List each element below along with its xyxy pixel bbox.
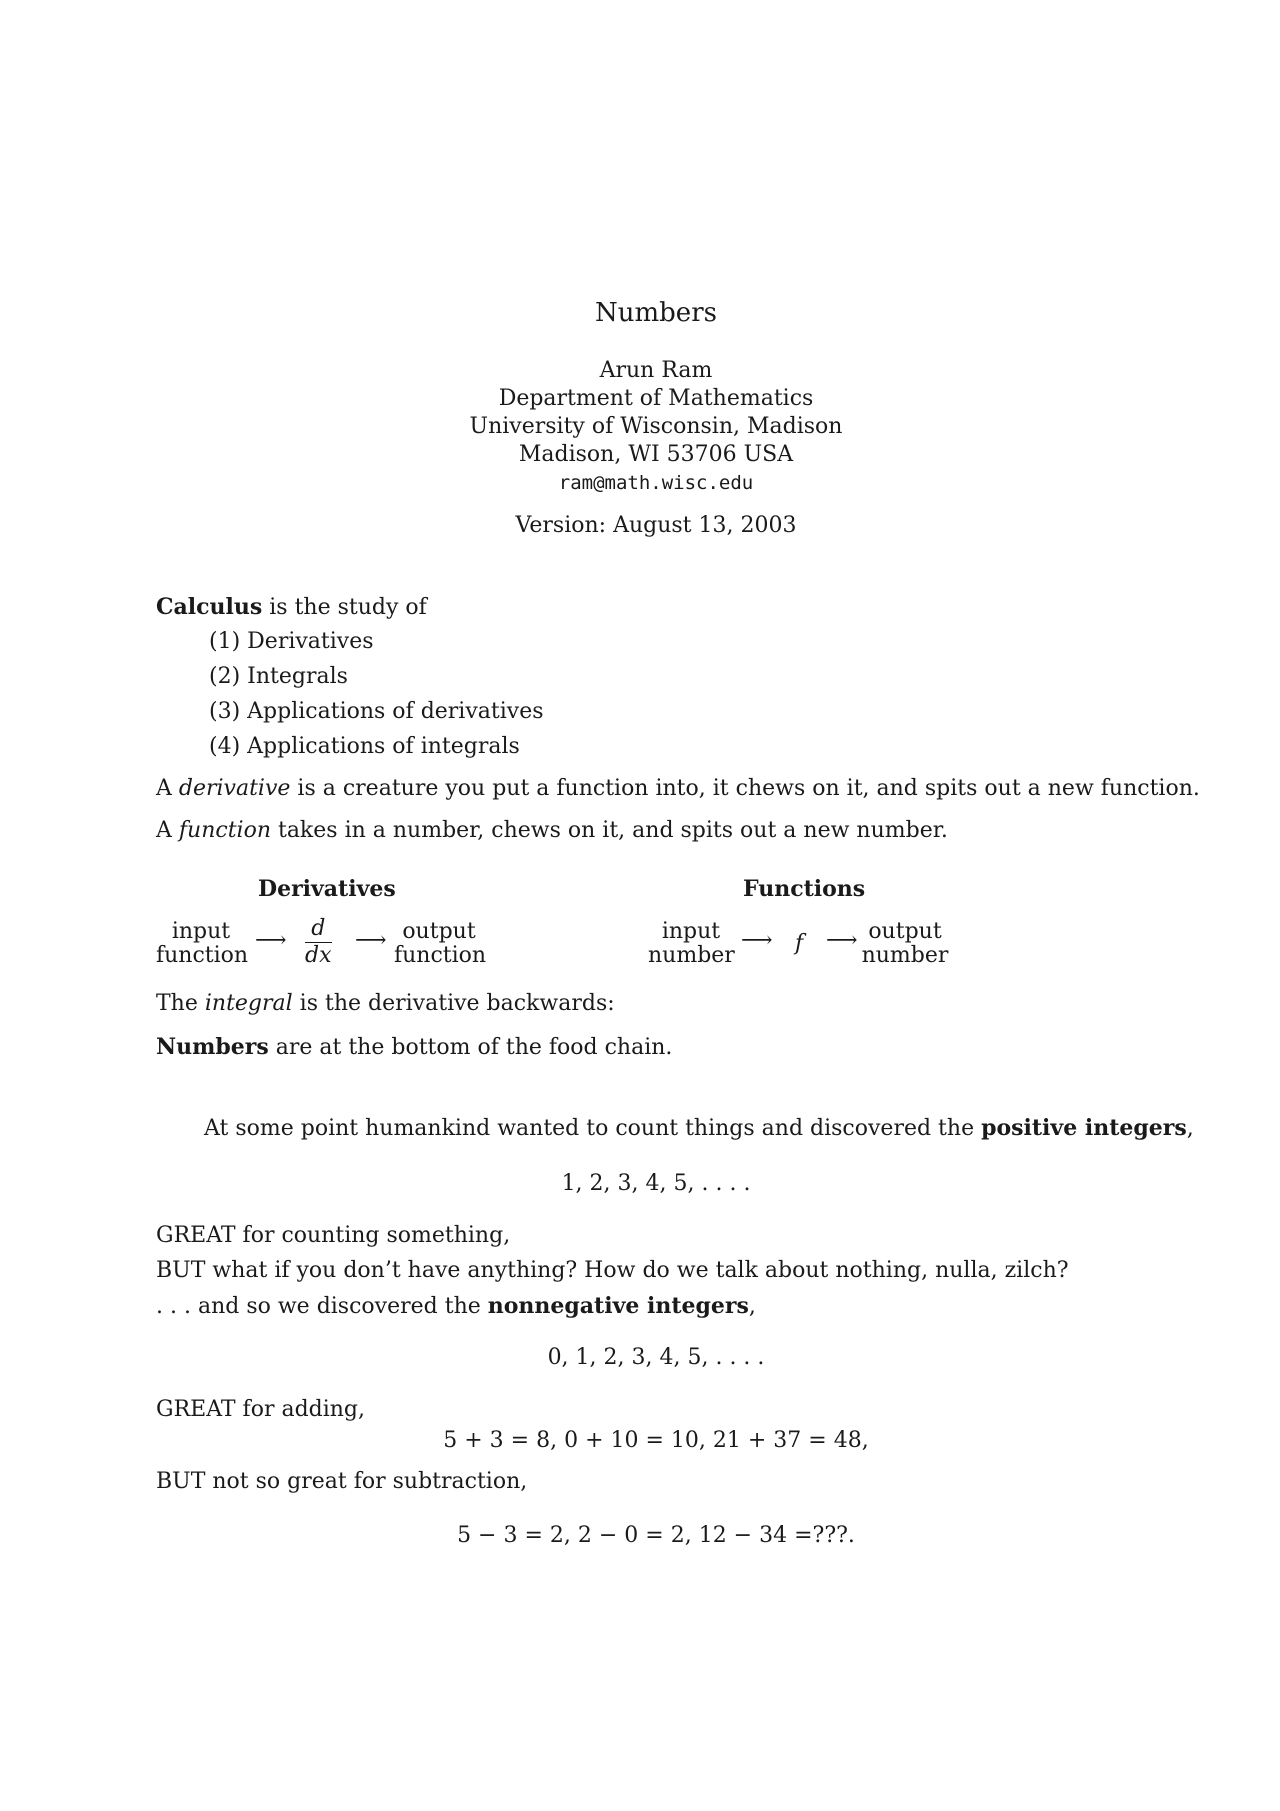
input-function-line2: function xyxy=(156,943,249,968)
positive-pre: At some point humankind wanted to count things and discovered the xyxy=(204,1116,982,1141)
derivative-article: A xyxy=(156,776,179,801)
function-rest: takes in a number, chews on it, and spits out a new number. xyxy=(270,818,948,843)
list-item-number: (3) xyxy=(209,699,241,724)
output-function-line2: function xyxy=(394,943,487,968)
derivative-rest: is a creature you put a function into, it chews on it, and spits out a new function. xyxy=(290,776,1200,801)
positive-post: , xyxy=(1186,1116,1194,1141)
function-article: A xyxy=(156,818,179,843)
department: Department of Mathematics xyxy=(498,386,814,411)
arrow-icon: ⟶ xyxy=(255,928,287,953)
derivative-term: derivative xyxy=(178,776,291,801)
function-definition xyxy=(156,818,948,843)
function-symbol: f xyxy=(795,931,804,956)
list-item-label: Applications of derivatives xyxy=(247,699,544,724)
numbers-sentence xyxy=(156,1034,672,1060)
email-link[interactable]: ram@math.wisc.edu xyxy=(558,472,754,494)
list-item-number: (4) xyxy=(209,734,241,759)
numbers-rest: are at the bottom of the food chain. xyxy=(268,1035,673,1060)
list-item-number: (1) xyxy=(209,629,241,654)
university: University of Wisconsin, Madison xyxy=(469,414,843,439)
input-number-line1: input xyxy=(661,919,721,944)
nonnegative-integers-bold: nonnegative integers xyxy=(487,1293,749,1319)
output-number-label xyxy=(860,920,950,968)
arrow-icon: ⟶ xyxy=(826,928,858,953)
derivative-operator xyxy=(305,916,332,969)
but-nothing: BUT what if you don’t have anything? How do we talk about nothing, nulla, zilch? xyxy=(156,1258,1069,1283)
arrow-icon: ⟶ xyxy=(741,928,773,953)
nonneg-pre: . . . and so we discovered the xyxy=(156,1294,488,1319)
positive-integers-bold: positive integers xyxy=(981,1115,1187,1141)
list-item-number: (2) xyxy=(209,664,241,689)
addition-equations: 5 + 3 = 8, 0 + 10 = 10, 21 + 37 = 48, xyxy=(443,1428,869,1453)
input-function-line1: input xyxy=(171,919,231,944)
paper-title: Numbers xyxy=(595,298,717,328)
integral-pre: The xyxy=(156,991,205,1016)
functions-heading: Functions xyxy=(743,876,866,902)
positive-integers-sentence xyxy=(204,1115,1194,1141)
integral-term: integral xyxy=(204,991,293,1016)
address: Madison, WI 53706 USA xyxy=(518,442,794,467)
list-item-label: Applications of integrals xyxy=(247,734,520,759)
output-number-line2: number xyxy=(861,943,949,968)
output-function-line1: output xyxy=(402,919,476,944)
function-term: function xyxy=(178,818,271,843)
output-number-line1: output xyxy=(868,919,942,944)
list-item-label: Integrals xyxy=(247,664,348,689)
list-item xyxy=(209,629,374,654)
calculus-rest: is the study of xyxy=(262,595,427,620)
but-subtraction: BUT not so great for subtraction, xyxy=(156,1469,528,1494)
nonnegative-integers-list: 0, 1, 2, 3, 4, 5, . . . . xyxy=(547,1345,765,1370)
input-number-label xyxy=(648,920,734,968)
author-name: Arun Ram xyxy=(599,358,713,383)
derivative-definition xyxy=(156,776,1200,801)
derivatives-heading: Derivatives xyxy=(258,876,396,902)
output-function-label xyxy=(394,919,487,968)
version-date: Version: August 13, 2003 xyxy=(515,513,797,538)
calculus-intro xyxy=(156,594,427,620)
list-item xyxy=(209,664,348,689)
calculus-bold: Calculus xyxy=(156,594,263,620)
input-function-label xyxy=(156,919,249,968)
integral-sentence xyxy=(156,991,615,1016)
arrow-icon: ⟶ xyxy=(355,928,387,953)
input-number-line2: number xyxy=(648,943,735,968)
list-item xyxy=(209,734,520,759)
nonnegative-sentence xyxy=(156,1293,756,1319)
positive-integers-list: 1, 2, 3, 4, 5, . . . . xyxy=(561,1171,751,1196)
list-item xyxy=(209,699,544,724)
integral-post: is the derivative backwards: xyxy=(292,991,615,1016)
nonneg-post: , xyxy=(748,1294,756,1319)
great-adding: GREAT for adding, xyxy=(156,1397,366,1422)
derivative-denominator: dx xyxy=(305,943,332,968)
list-item-label: Derivatives xyxy=(247,629,374,654)
derivative-numerator: d xyxy=(305,916,332,943)
subtraction-equations: 5 − 3 = 2, 2 − 0 = 2, 12 − 34 =???. xyxy=(457,1523,855,1548)
numbers-bold: Numbers xyxy=(156,1034,269,1060)
great-counting: GREAT for counting something, xyxy=(156,1223,511,1248)
